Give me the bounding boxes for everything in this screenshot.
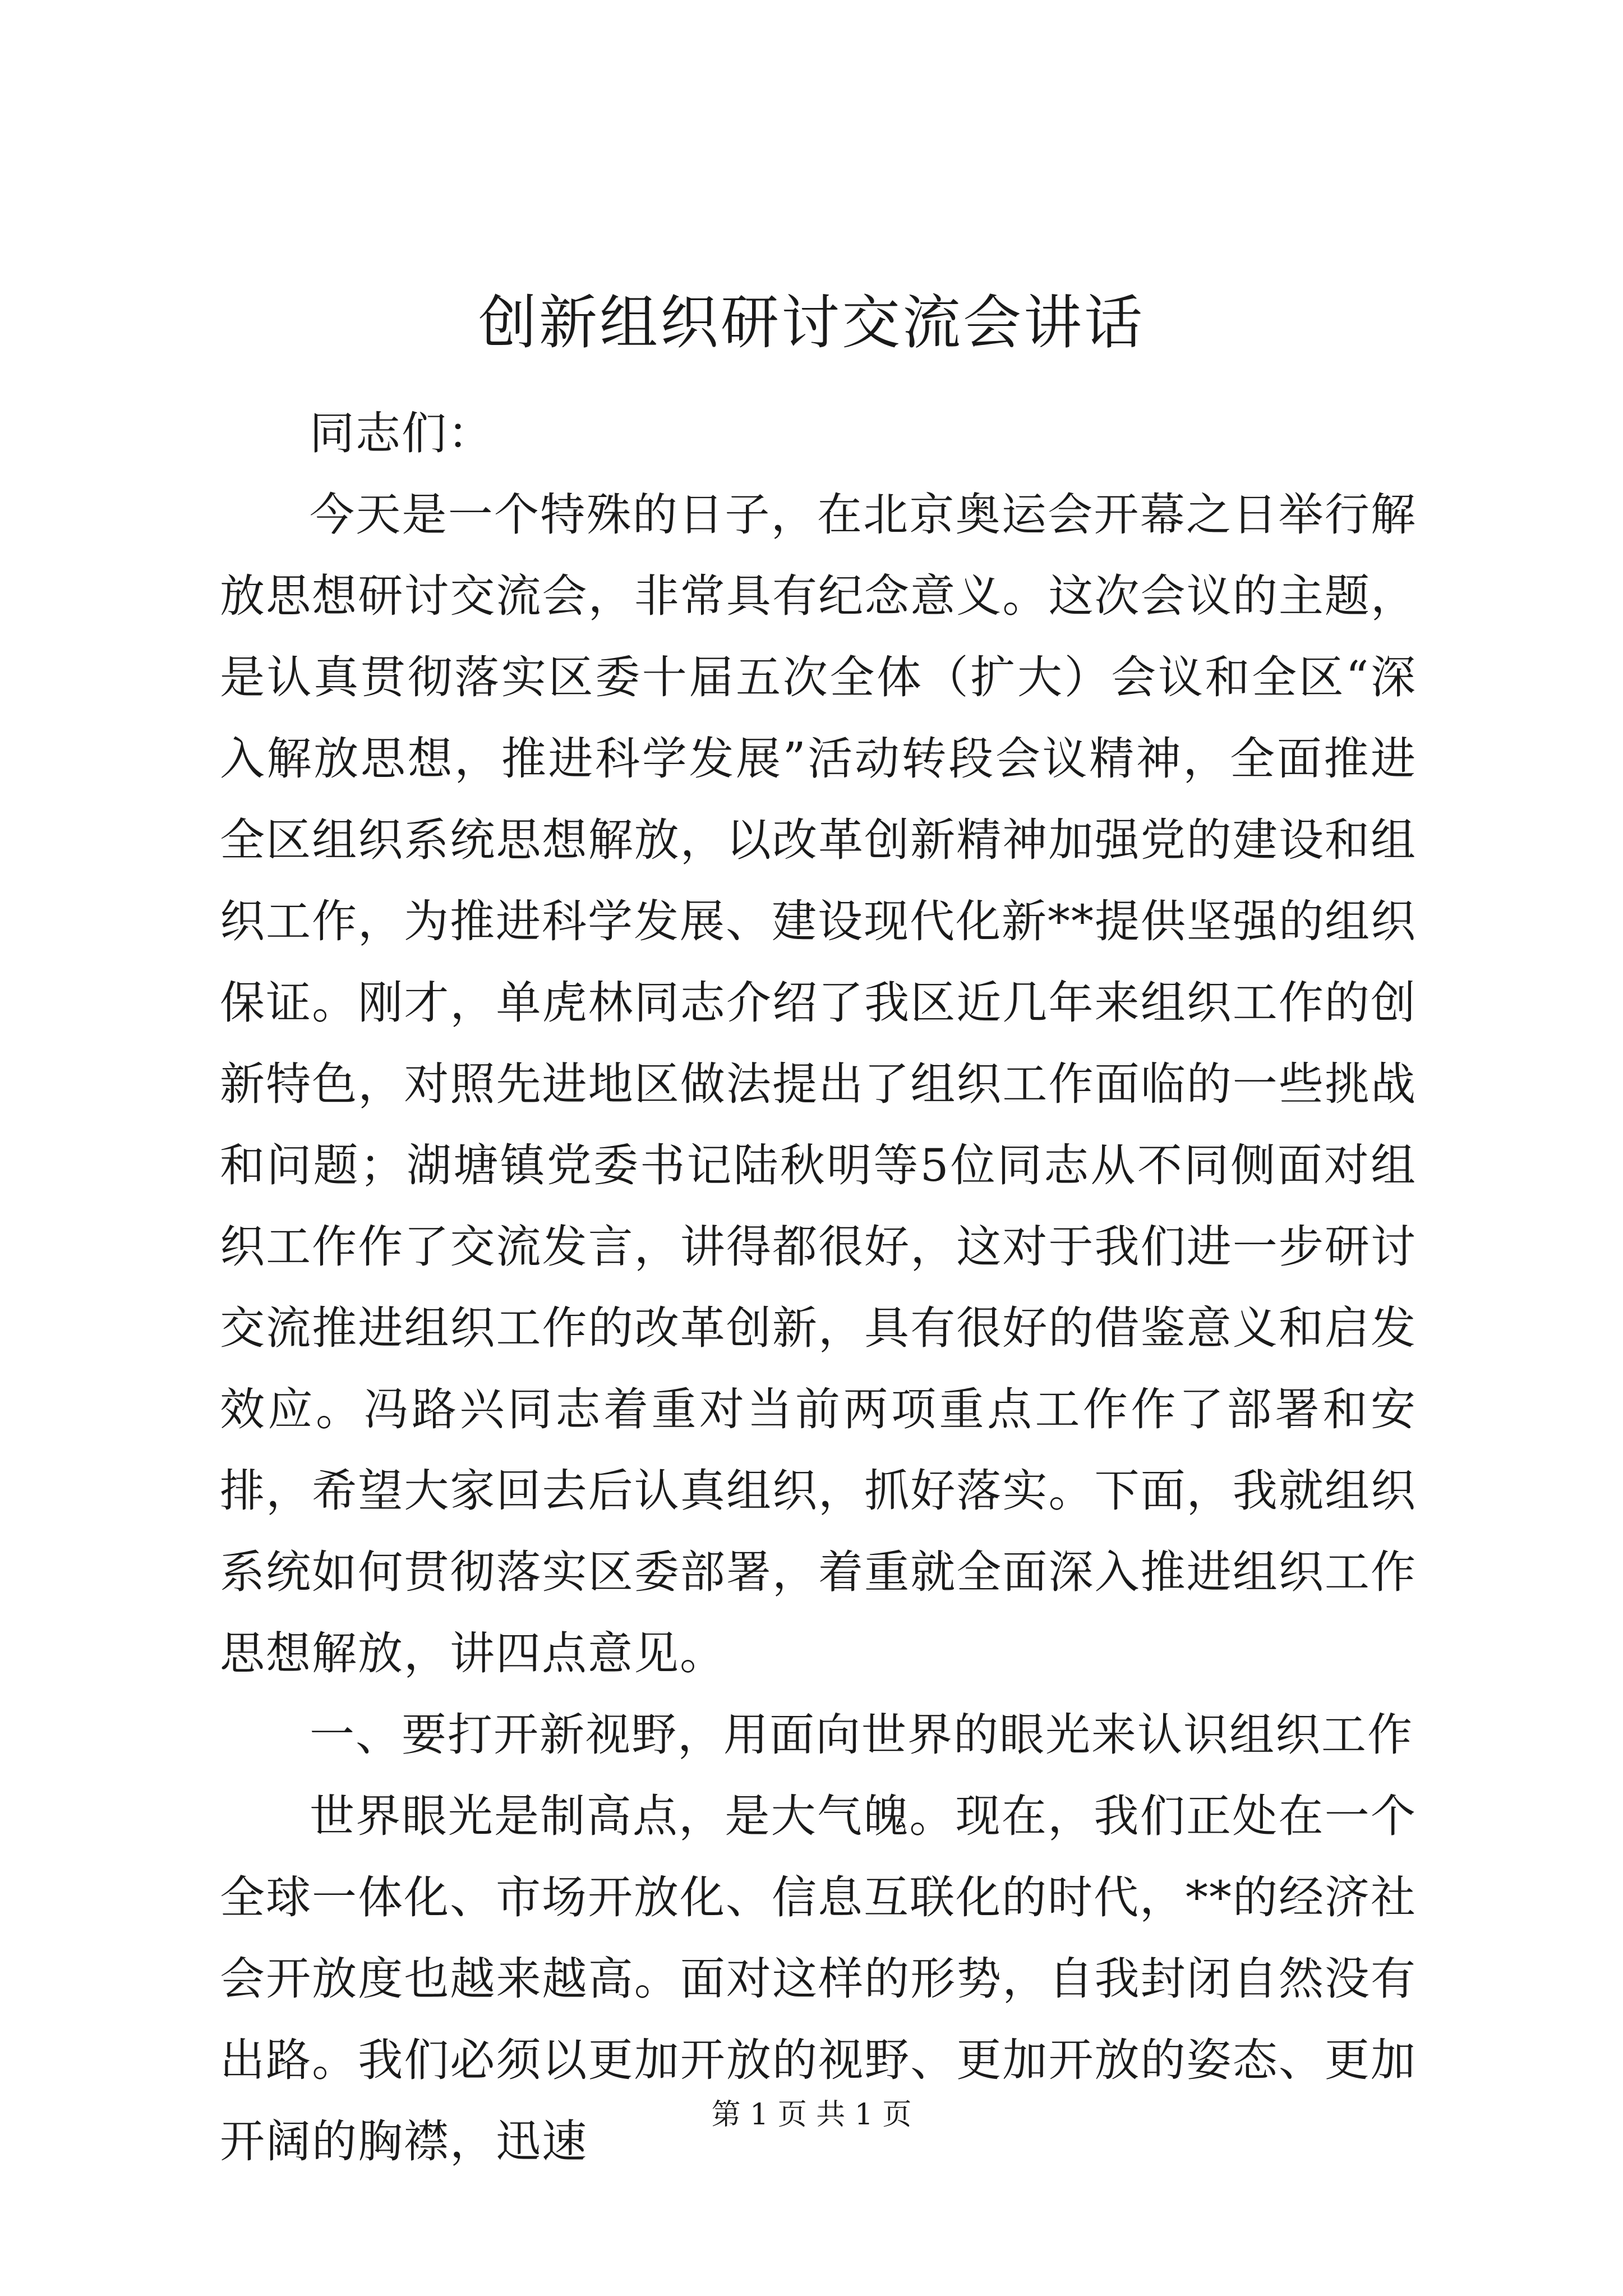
document-title: 创新组织研讨交流会讲话 — [478, 288, 1145, 357]
body-paragraph-section-1: 世界眼光是制高点，是大气魄。现在，我们正处在一个全球一体化、市场开放化、信息互联化的时代，**的经济社会开放度也越来越高。面对这样的形势，自我封闭自然没有出路。我们必须以更加开放的视野、更加开放的姿态、更加开阔的胸襟，迅速 — [220, 1790, 1417, 2168]
body-paragraph-intro: 今天是一个特殊的日子，在北京奥运会开幕之日举行解放思想研讨交流会，非常具有纪念意义。这次会议的主题，是认真贯彻落实区委十届五次全体（扩大）会议和全区“深入解放思想，推进科学发展”活动转段会议精神，全面推进全区组织系统思想解放，以改革创新精神加强党的建设和组织工作，为推进科学发展、建设现代化新**提供坚强的组织保证。刚才，单虎林同志介绍了我区近几年来组织工作的创新特色，对照先进地区做法提出了组织工作面临的一些挑战和问题；湖塘镇党委书记陆秋明等5位同志从不同侧面对组织工作作了交流发言，讲得都很好，这对于我们进一步研讨交流推进组织工作的改革创新，具有很好的借鉴意义和启发效应。冯路兴同志着重对当前两项重点工作作了部署和安排，希望大家回去后认真组织，抓好落实。下面，我就组织系统如何贯彻落实区委部署，着重就全面深入推进组织工作思想解放，讲四点意见。 — [220, 489, 1417, 1680]
section-heading-1: 一、要打开新视野，用面向世界的眼光来认识组织工作 — [310, 1709, 1413, 1761]
document-body — [220, 393, 1417, 2182]
salutation-paragraph: 同志们： — [310, 407, 494, 459]
page-number-footer: 第 1 页 共 1 页 — [711, 2098, 912, 2132]
